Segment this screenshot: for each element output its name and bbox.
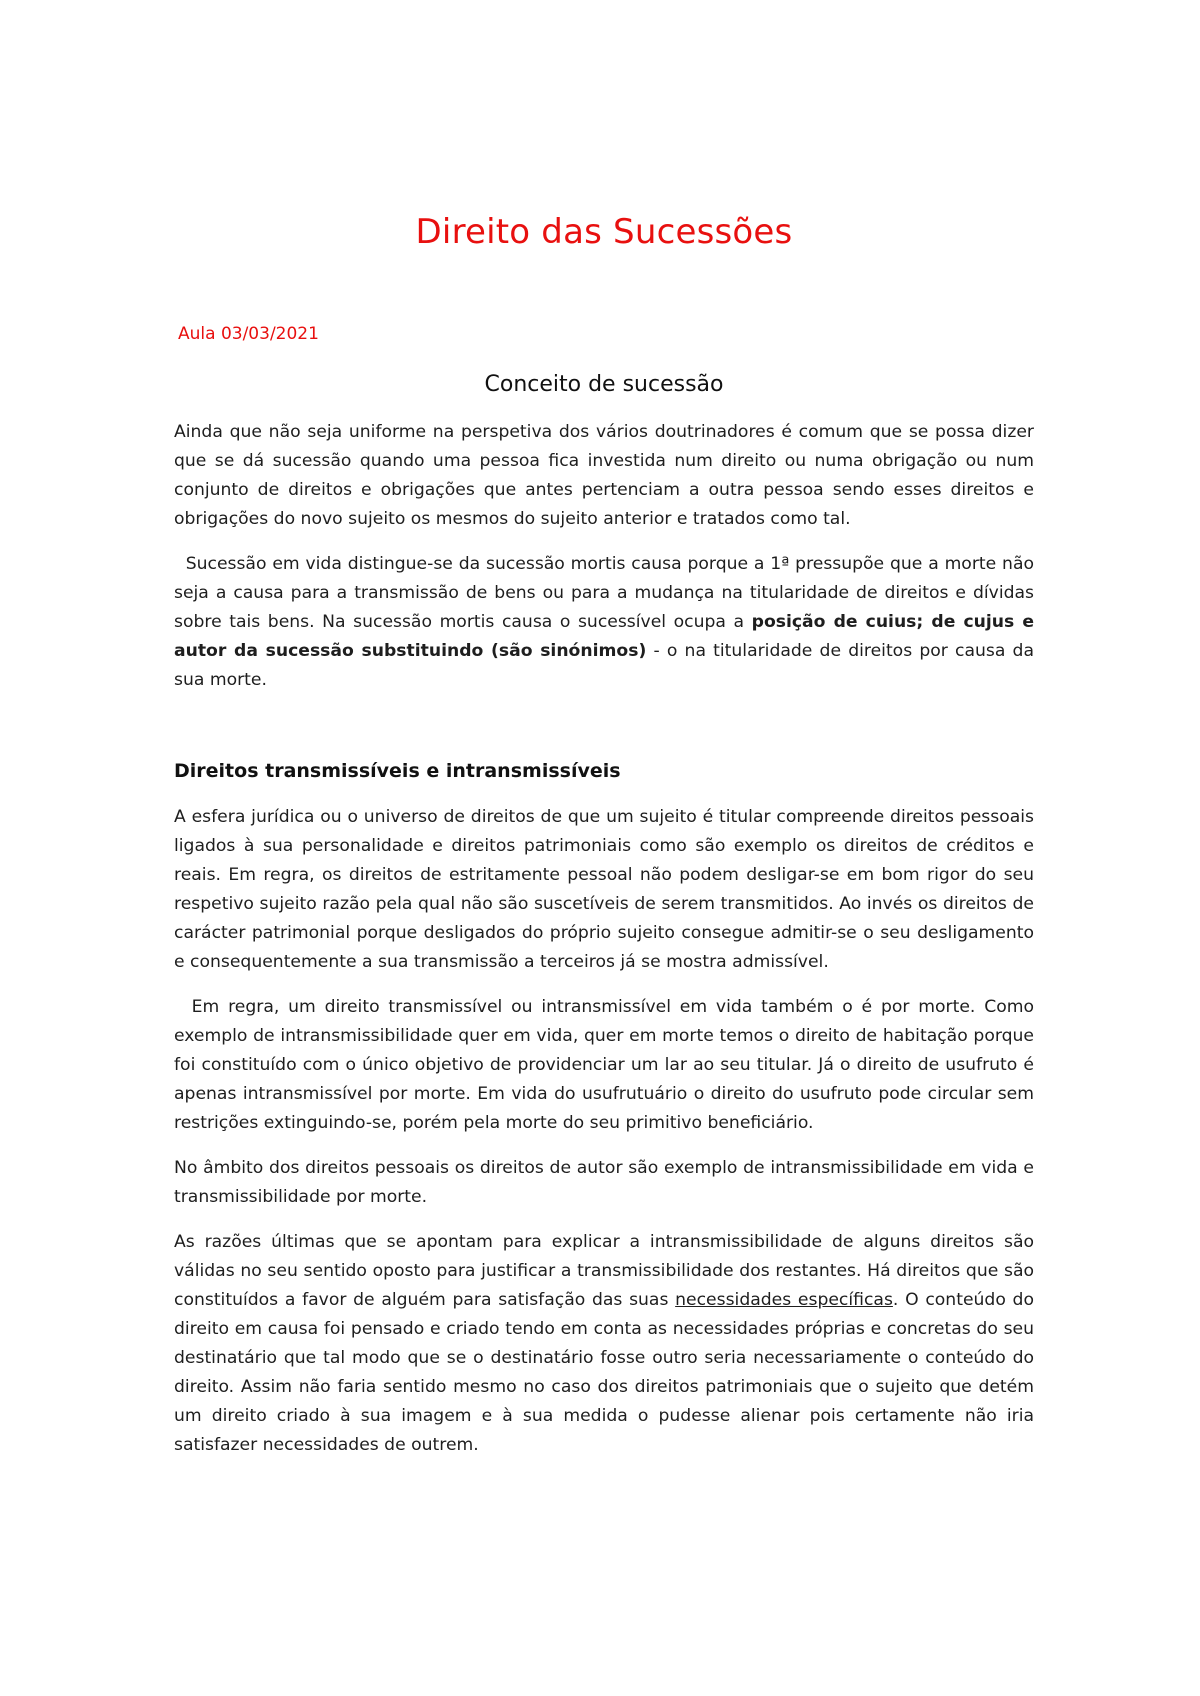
text-run: . O conteúdo do direito em causa foi pensado e criado tendo em conta as necessidades próprias e concretas do seu destinatário que tal modo que se o destinatário fosse outro seria necessariamente o conteúdo do direito. Assim não faria sentido mesmo no caso dos direitos patrimoniais que o sujeito que detém um direito criado à sua imagem e à sua medida o pudesse alienar pois certamente não iria satisfazer necessidades de outrem. [174,1290,1034,1455]
document-body [174,210,1034,1460]
text-run: Em regra, um direito transmissível ou intransmissível em vida também o é por morte. Como exemplo de intransmissibilidade quer em vida, quer em morte temos o direito de habitação porque foi constituído com o único objetivo de providenciar um lar ao seu titular. Já o direito de usufruto é apenas intransmissível por morte. Em vida do usufrutuário o direito do usufruto pode circular sem restrições extinguindo-se, porém pela morte do seu primitivo beneficiário. [174,997,1034,1133]
paragraph-succession-types [174,550,1034,695]
section-title-concept: Conceito de sucessão [484,372,724,397]
section-heading-rights: Direitos transmissíveis e intransmissíveis [174,760,621,782]
paragraph-author-rights: No âmbito dos direitos pessoais os direitos de autor são exemplo de intransmissibilidade em vida e transmissibilidade por morte. [174,1158,1034,1207]
paragraph-reasons [174,1228,1034,1460]
paragraph-transmissibility-examples [174,993,1034,1138]
underlined-text-run: necessidades específicas [675,1290,893,1310]
bold-text-run: posição de cuius; de cujus e autor da sucessão substituindo (são sinónimos) [174,612,1034,661]
lesson-date: Aula 03/03/2021 [178,324,319,344]
text-run: As razões últimas que se apontam para explicar a intransmissibilidade de alguns direitos são válidas no seu sentido oposto para justificar a transmissibilidade dos restantes. Há direitos que são constituídos a favor de alguém para satisfação das suas [174,1232,1034,1310]
document-title: Direito das Sucessões [415,212,793,252]
paragraph-concept-definition: Ainda que não seja uniforme na perspetiva dos vários doutrinadores é comum que se possa dizer que se dá sucessão quando uma pessoa fica investida num direito ou numa obrigação ou num conjunto de direitos e obrigações que antes pertenciam a outra pessoa sendo esses direitos e obrigações do novo sujeito os mesmos do sujeito anterior e tratados como tal. [174,422,1034,529]
text-run: - o na titularidade de direitos por causa da sua morte. [174,641,1034,690]
text-run: Sucessão em vida distingue-se da sucessão mortis causa porque a 1ª pressupõe que a morte não seja a causa para a transmissão de bens ou para a mudança na titularidade de direitos e dívidas sobre tais bens. Na sucessão mortis causa o sucessível ocupa a [174,554,1034,632]
paragraph-legal-sphere: A esfera jurídica ou o universo de direitos de que um sujeito é titular compreende direitos pessoais ligados à sua personalidade e direitos patrimoniais como são exemplo os direitos de créditos e reais. Em regra, os direitos de estritamente pessoal não podem desligar-se em bom rigor do seu respetivo sujeito razão pela qual não são suscetíveis de serem transmitidos. Ao invés os direitos de carácter patrimonial porque desligados do próprio sujeito consegue admitir-se o seu desligamento e consequentemente a sua transmissão a terceiros já se mostra admissível. [174,807,1034,972]
